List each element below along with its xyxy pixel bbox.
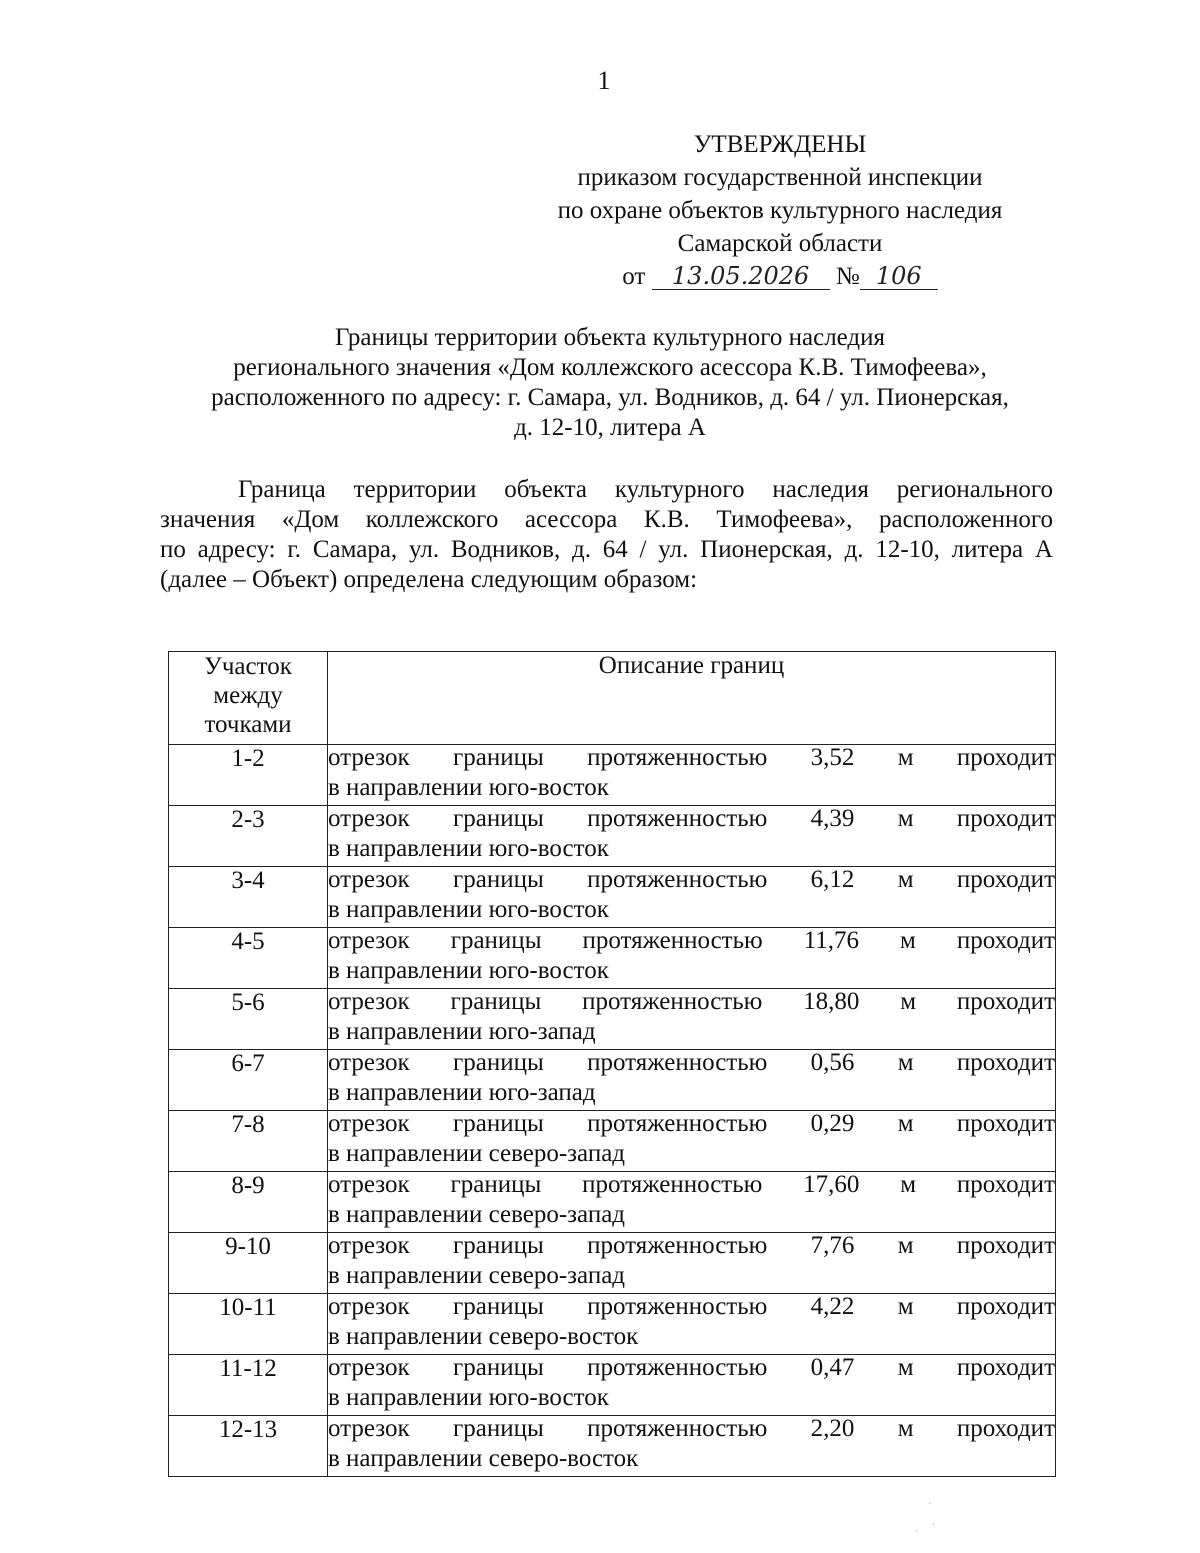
table-row — [169, 1294, 1056, 1355]
intro-line-4: (далее – Объект) определена следующим образом: — [160, 566, 698, 593]
number-label: № — [835, 263, 860, 290]
table-row — [169, 1416, 1056, 1477]
description-line-1: отрезок границы протяженностью 18,80 м проходит — [328, 988, 1055, 1015]
approval-date-number-line — [530, 260, 1030, 293]
description-line-2: в направлении северо-восток — [328, 1445, 639, 1472]
description-line-1: отрезок границы протяженностью 2,20 м проходит — [328, 1415, 1055, 1442]
table-row — [169, 989, 1056, 1050]
description-cell — [328, 989, 1056, 1050]
table-row — [169, 806, 1056, 867]
description-line-1: отрезок границы протяженностью 3,52 м проходит — [328, 744, 1055, 771]
description-cell — [328, 928, 1056, 989]
page-number: 1 — [597, 66, 611, 95]
intro-line-2: значения «Дом коллежского асессора К.В. Тимофеева», расположенного — [160, 506, 1053, 533]
table-row — [169, 1050, 1056, 1111]
table-row — [169, 1233, 1056, 1294]
description-cell — [328, 1355, 1056, 1416]
from-label: от — [622, 263, 646, 290]
scan-speck: ˙ — [928, 1502, 932, 1513]
description-line-2: в направлении юго-запад — [328, 1079, 596, 1106]
description-line-2: в направлении северо-запад — [328, 1201, 626, 1228]
segment-cell: 12-13 — [169, 1416, 328, 1477]
description-cell — [328, 1233, 1056, 1294]
table-row — [169, 1111, 1056, 1172]
description-line-1: отрезок границы протяженностью 7,76 м проходит — [328, 1232, 1055, 1259]
segment-cell: 10-11 — [169, 1294, 328, 1355]
title-line-3: расположенного по адресу: г. Самара, ул. Водников, д. 64 / ул. Пионерская, — [211, 384, 1009, 411]
description-cell — [328, 1294, 1056, 1355]
intro-line-1: Граница территории объекта культурного наследия регионального — [238, 476, 1053, 503]
description-line-2: в направлении юго-восток — [328, 896, 609, 923]
title-line-2: регионального значения «Дом коллежского асессора К.В. Тимофеева», — [233, 354, 987, 381]
description-cell — [328, 1111, 1056, 1172]
description-cell — [328, 745, 1056, 806]
table-row — [169, 1172, 1056, 1233]
description-cell — [328, 1050, 1056, 1111]
segment-cell: 6-7 — [169, 1050, 328, 1111]
description-line-1: отрезок границы протяженностью 17,60 м проходит — [328, 1171, 1055, 1198]
description-line-2: в направлении юго-восток — [328, 835, 609, 862]
intro-paragraph — [160, 475, 1053, 595]
description-line-1: отрезок границы протяженностью 4,22 м проходит — [328, 1293, 1055, 1320]
description-line-2: в направлении юго-восток — [328, 774, 609, 801]
description-line-2: в направлении юго-восток — [328, 957, 609, 984]
description-line-2: в направлении юго-запад — [328, 1018, 596, 1045]
scan-speck: · — [932, 1520, 936, 1531]
intro-line-3: по адресу: г. Самара, ул. Водников, д. 64 / ул. Пионерская, д. 12-10, литера А — [160, 536, 1053, 563]
approval-line-1: приказом государственной инспекции — [577, 164, 983, 191]
description-line-2: в направлении северо-восток — [328, 1323, 639, 1350]
handwritten-number: 106 — [860, 263, 938, 290]
description-line-1: отрезок границы протяженностью 4,39 м проходит — [328, 805, 1055, 832]
table-row — [169, 745, 1056, 806]
description-cell — [328, 867, 1056, 928]
handwritten-date: 13.05.2026 — [652, 263, 830, 290]
description-line-1: отрезок границы протяженностью 11,76 м проходит — [328, 927, 1055, 954]
segment-cell: 1-2 — [169, 745, 328, 806]
approval-line-3: Самарской области — [677, 230, 883, 257]
table-row — [169, 1355, 1056, 1416]
description-cell — [328, 1172, 1056, 1233]
title-line-1: Границы территории объекта культурного наследия — [334, 324, 886, 351]
segment-cell: 8-9 — [169, 1172, 328, 1233]
segment-cell: 5-6 — [169, 989, 328, 1050]
header-segment-line-2: между — [213, 682, 283, 709]
table-header-row — [169, 652, 1056, 745]
document-title — [150, 323, 1070, 443]
description-line-2: в направлении северо-запад — [328, 1262, 626, 1289]
description-line-1: отрезок границы протяженностью 0,56 м проходит — [328, 1049, 1055, 1076]
description-line-2: в направлении юго-восток — [328, 1384, 609, 1411]
header-description: Описание границ — [328, 652, 1056, 745]
description-line-1: отрезок границы протяженностью 0,29 м проходит — [328, 1110, 1055, 1137]
title-line-4: д. 12-10, литера А — [514, 414, 706, 441]
table-row — [169, 928, 1056, 989]
segment-cell: 2-3 — [169, 806, 328, 867]
description-line-1: отрезок границы протяженностью 0,47 м проходит — [328, 1354, 1055, 1381]
header-segment — [169, 652, 328, 745]
table-row — [169, 867, 1056, 928]
header-segment-line-1: Участок — [204, 653, 292, 680]
segment-cell: 9-10 — [169, 1233, 328, 1294]
scan-speck: ˋ — [915, 1530, 919, 1541]
approval-heading: УТВЕРЖДЕНЫ — [693, 131, 867, 158]
description-cell — [328, 1416, 1056, 1477]
description-cell — [328, 806, 1056, 867]
description-line-2: в направлении северо-запад — [328, 1140, 626, 1167]
approval-line-2: по охране объектов культурного наследия — [557, 197, 1003, 224]
segment-cell: 11-12 — [169, 1355, 328, 1416]
header-segment-line-3: точками — [204, 711, 292, 738]
segment-cell: 3-4 — [169, 867, 328, 928]
description-line-1: отрезок границы протяженностью 6,12 м проходит — [328, 866, 1055, 893]
segment-cell: 4-5 — [169, 928, 328, 989]
segment-cell: 7-8 — [169, 1111, 328, 1172]
approval-block — [530, 128, 1030, 293]
boundary-table — [168, 651, 1056, 1477]
